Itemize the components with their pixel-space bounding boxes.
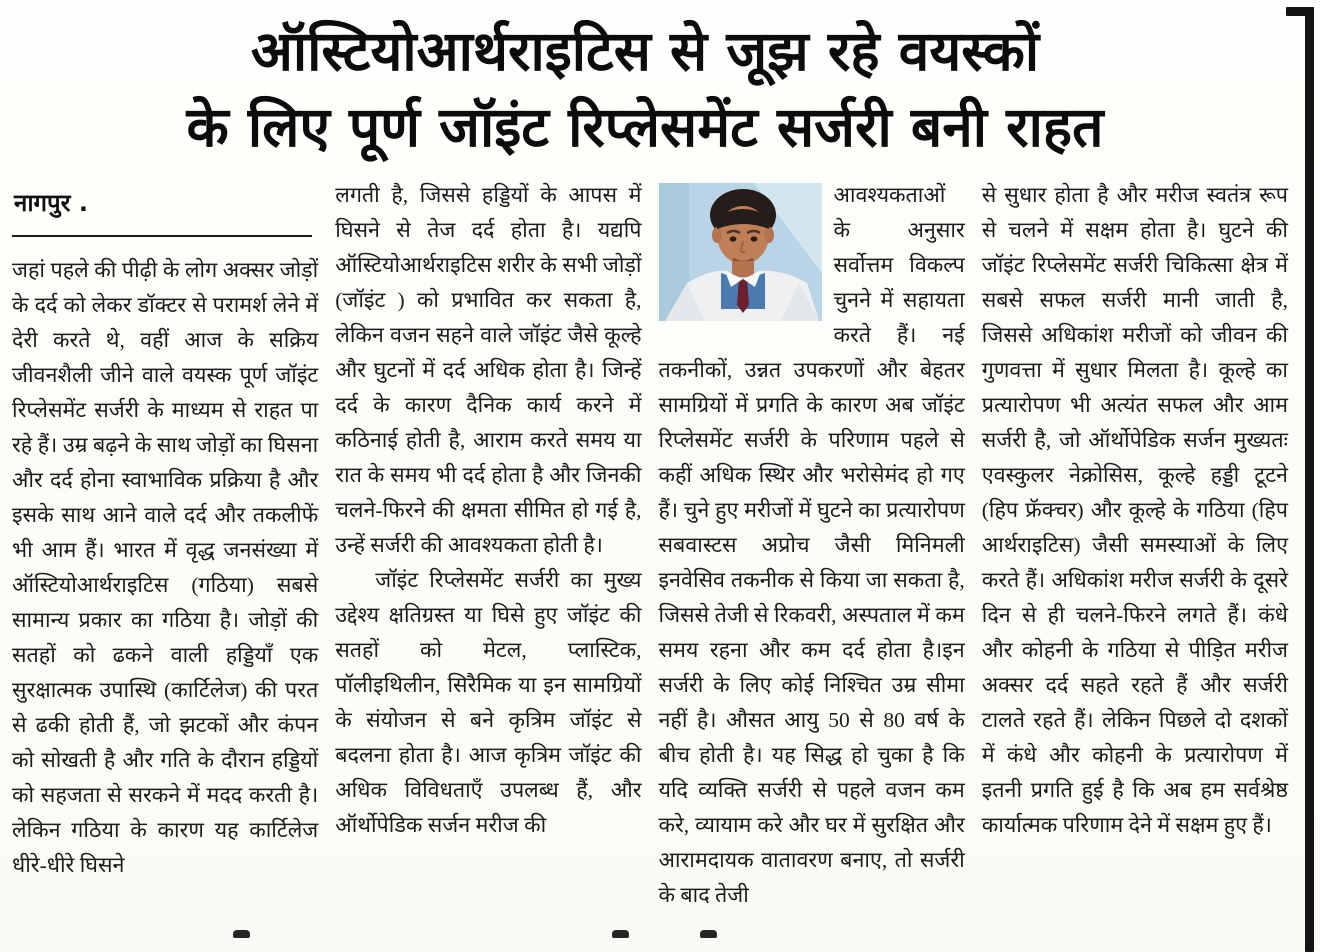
dateline: नागपुर . — [14, 188, 88, 217]
column-3 — [659, 178, 965, 914]
doctor-portrait-illustration — [659, 183, 822, 321]
doctor-portrait-photo — [659, 183, 822, 321]
article-headline — [0, 0, 1320, 172]
adjacent-article-border-vertical — [1305, 7, 1314, 952]
cutoff-text-mark — [612, 930, 629, 938]
body-paragraph: जॉइंट रिप्लेसमेंट सर्जरी का मुख्य उद्देश्य क्षतिग्रस्त या घिसे हुए जॉइंट की सतहों को मेटल, प्लास्टिक, पॉलीइथिलीन, सिरैमिक या इन सामग्रियों के संयोजन से बने कृत्रिम जॉइंट से बदलना होता है। आज कृत्रिम जॉइंट की अधिक विविधताएँ उपलब्ध हैं, और ऑर्थोपेडिक सर्जन मरीज की — [335, 568, 642, 838]
headline-line-2: के लिए पूर्ण जॉइंट रिप्लेसमेंट सर्जरी बनी राहत — [186, 94, 1104, 159]
adjacent-article-border-corner — [1286, 7, 1314, 16]
body-paragraph-with-photo — [659, 178, 965, 914]
column-2 — [335, 178, 641, 844]
headline-line-1: ऑस्टियोआर्थराइटिस से जूझ रहे वयस्कों — [250, 19, 1040, 83]
dateline-divider — [12, 235, 312, 237]
body-paragraph-text: आवश्यकताओं के अनुसार सर्वोत्तम विकल्प चुनने में सहायता करते हैं। नई तकनीकों, उन्नत उपकरणों और बेहतर सामग्रियों में प्रगति के कारण अब जॉइंट रिप्लेसमेंट सर्जरी के परिणाम पहले से कहीं अधिक स्थिर और भरोसेमंद हो गए हैं। चुने हुए मरीजों में घुटने का प्रत्यारोपण सबवास्टस अप्रोच जैसी मिनिमली इनवेसिव तकनीक से किया जा सकता है, जिससे तेजी से रिकवरी, अस्पताल में कम समय रहना और कम दर्द होता है।इन सर्जरी के लिए कोई निश्चित उम्र सीमा नहीं है। औसत आयु 50 से 80 वर्ष के बीच होती है। यह सिद्ध हो चुका है कि यदि व्यक्ति सर्जरी से पहले वजन कम करे, व्यायाम करे और घर में सुरक्षित और आरामदायक वातावरण बनाए, तो सर्जरी के बाद तेजी — [658, 182, 965, 908]
body-paragraph: जहां पहले की पीढ़ी के लोग अक्सर जोड़ों के दर्द को लेकर डॉक्टर से परामर्श लेने में देरी करते थे, वहीं आज के सक्रिय जीवनशैली जीने वाले वयस्क पूर्ण जॉइंट रिप्लेसमेंट सर्जरी के माध्यम से राहत पा रहे हैं। उम्र बढ़ने के साथ जोड़ों का घिसना और दर्द होना स्वाभाविक प्रक्रिया है और इसके साथ आने वाले दर्द और तकलीफें भी आम हैं। भारत में वृद्ध जनसंख्या में ऑस्टियोआर्थराइटिस (गठिया) सबसे सामान्य प्रकार का गठिया है। जोड़ों की सतहों को ढकने वाली हड्डियाँ एक सुरक्षात्मक उपास्थि (कार्टिलेज) की परत से ढकी होती हैं, जो झटकों और कंपन को सोखती है और गति के दौरान हड्डियों को सहजता से सरकने में मदद करती है। लेकिन गठिया के कारण यह कार्टिलेज धीरे-धीरे घिसने — [12, 257, 319, 878]
body-paragraph: से सुधार होता है और मरीज स्वतंत्र रूप से चलने में सक्षम होता है। घुटने की जॉइंट रिप्लेसमेंट सर्जरी चिकित्सा क्षेत्र में सबसे सफल सर्जरी मानी जाती है, जिससे अधिकांश मरीजों को जीवन की गुणवत्ता में सुधार मिलता है। कूल्हे का प्रत्यारोपण भी अत्यंत सफल और आम सर्जरी है, जो ऑर्थोपेडिक सर्जन मुख्यतः एवस्कुलर नेक्रोसिस, कूल्हे हड्डी टूटने (हिप फ्रॅक्चर) और कूल्हे के गठिया (हिप आर्थराइटिस) जैसी समस्याओं के लिए करते हैं। अधिकांश मरीज सर्जरी के दूसरे दिन से ही चलने-फिरने लगते हैं। कंधे और कोहनी के गठिया से पीड़ित मरीज अक्सर दर्द सहते रहते हैं और सर्जरी टालते रहते हैं। लेकिन पिछले दो दशकों में कंधे और कोहनी के प्रत्यारोपण में इतनी प्रगति हुई है कि अब हम सर्वश्रेष्ठ कार्यात्मक परिणाम देने में सक्षम हुए हैं। — [981, 182, 1288, 838]
column-4 — [982, 178, 1288, 844]
cutoff-text-mark — [700, 930, 717, 938]
article-body — [0, 172, 1320, 914]
cutoff-text-mark — [233, 930, 250, 938]
body-paragraph: लगती है, जिससे हड्डियों के आपस में घिसने से तेज दर्द होता है। यद्यपि ऑस्टियोआर्थराइटिस शरीर के सभी जोड़ों (जॉइंट ) को प्रभावित कर सकता है, लेकिन वजन सहने वाले जॉइंट जैसे कूल्हे और घुटनों में दर्द अधिक होता है। जिन्हें दर्द के कारण दैनिक कार्य करने में कठिनाई होती है, आराम करते समय या रात के समय भी दर्द होता है और जिनकी चलने-फिरने की क्षमता सीमित हो गई है, उन्हें सर्जरी की आवश्यकता होती है। — [335, 182, 642, 558]
column-1 — [12, 178, 318, 884]
